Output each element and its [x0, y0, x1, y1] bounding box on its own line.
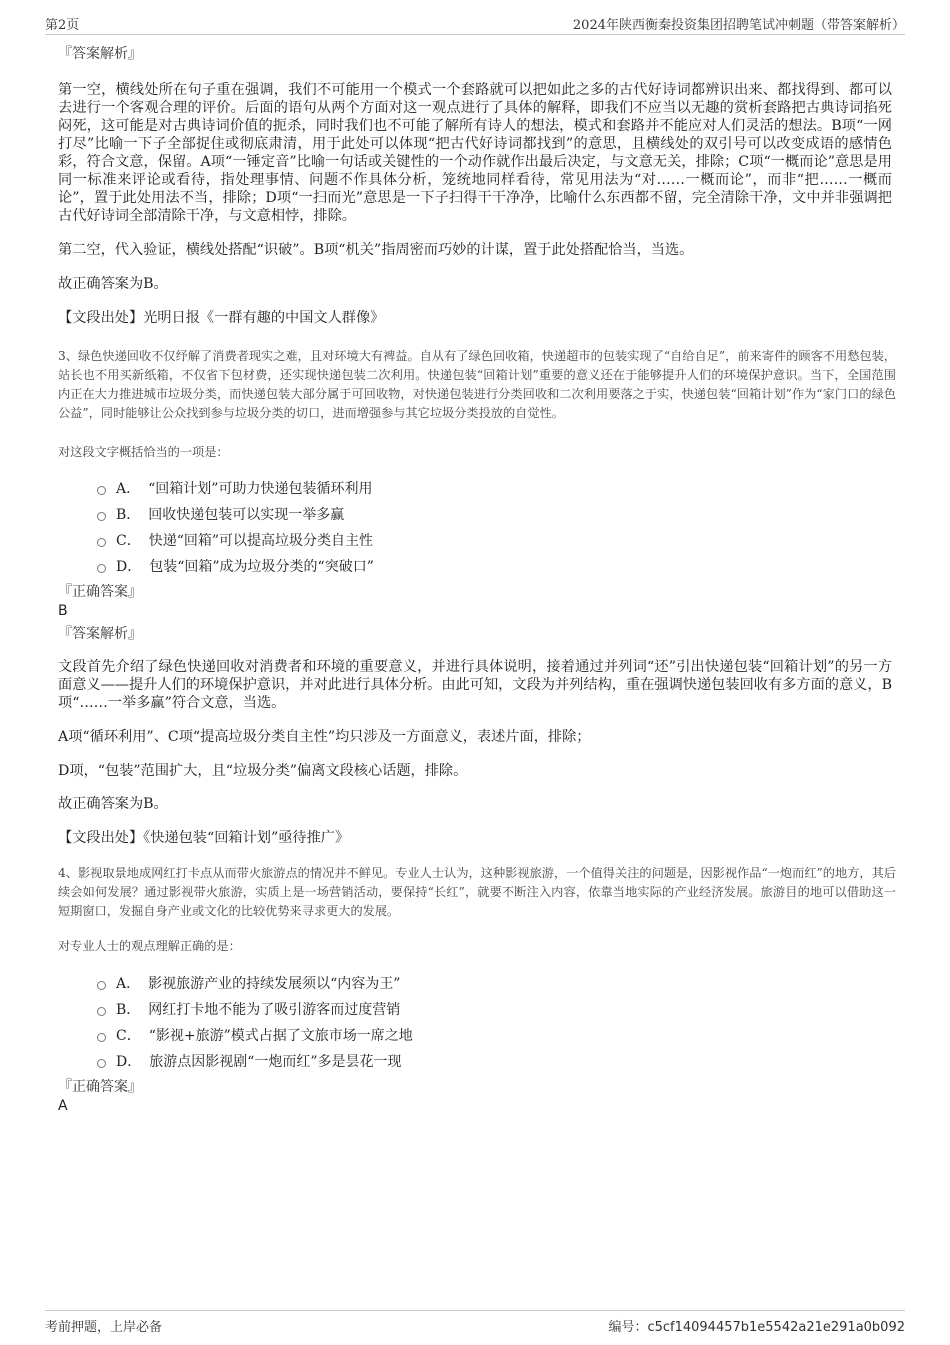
question-3-analysis-paragraph-1: 文段首先介绍了绿色快递回收对消费者和环境的重要意义，并进行具体说明，接着通过并列词“还”引出快递包装“回箱计划”的另一方面意义——提升人们的环境保护意识，并对此进行具体分析。由此可知，文段为并列结构，重在强调快递包装回收有多方面的意义，B项“……一举多赢”符合文意，当选。: [58, 659, 892, 711]
radio-button[interactable]: [97, 564, 106, 573]
footer-slogan: 考前押题，上岸必备: [45, 1320, 163, 1335]
question-3-answer-label: 『正确答案』: [58, 584, 142, 600]
prev-analysis-paragraph-1: 第一空，横线处所在句子重在强调，我们不可能用一个模式一个套路就可以把如此之多的古代好诗词都辨识出来、都找得到、都可以去进行一个客观合理的评价。后面的语句从两个方面对这一观点进行了具体的解释，即我们不应当以无趣的赏析套路把古典诗词掐死闷死，这可能是对古典诗词价值的扼杀，同时我们也不可能了解所有诗人的想法，模式和套路并不能应对人们灵活的想法。B项“一网打尽”比喻一下子全部捉住或彻底肃清，用于此处可以体现“把古代好诗词都找到”的意思，且横线处的双引号可以改变成语的感情色彩，符合文意，保留。A项“一锤定音”比喻一句话或关键性的一个动作就作出最后决定，与文意无关，排除；C项“一概而论”意思是用同一标准来评论或看待，指处理事情、问题不作具体分析，笼统地同样看待，常见用法为“对……一概而论”，而非“把……一概而论”，置于此处用法不当，排除；D项“一扫而光”意思是一下子扫得干干净净，比喻什么东西都不留，完全清除干净，文中并非强调把古代好诗词全部清除干净，与文意相悖，排除。: [58, 82, 892, 224]
option-letter: C．: [116, 1028, 141, 1044]
question-3-text: 3、绿色快递回收不仅纾解了消费者现实之难，且对环境大有裨益。自从有了绿色回收箱，快递超市的包装实现了“自给自足”，前来寄件的顾客不用愁包装，站长也不用买新纸箱，不仅省下包材费，还实现快递包装二次利用。快递包装“回箱计划”重要的意义还在于能够提升人们的环境保护意识。当下，全国范围内正在大力推进城市垃圾分类，而快递包装大部分属于可回收物，对快递包装进行分类回收和二次利用要落之于实，快递包装“回箱计划”作为“家门口的绿色公益”，同时能够让公众找到参与垃圾分类的切口，进而增强参与其它垃圾分类投放的自觉性。: [58, 349, 896, 420]
prev-analysis-label: 『答案解析』: [58, 46, 142, 62]
document-code-label: 编号：: [608, 1320, 648, 1335]
prev-analysis-paragraph-2: 第二空，代入验证，横线处搭配“识破”。B项“机关”指周密而巧妙的计谋，置于此处搭配恰当，当选。: [58, 242, 694, 258]
option-text: “回箱计划”可助力快递包装循环利用: [148, 481, 373, 497]
question-3-option-b[interactable]: [97, 504, 344, 524]
prev-source: 【文段出处】光明日报《一群有趣的中国文人群像》: [58, 310, 385, 326]
radio-button[interactable]: [97, 538, 106, 547]
question-3-prompt: 对这段文字概括恰当的一项是：: [58, 445, 229, 459]
question-3-option-c[interactable]: [97, 530, 373, 550]
radio-button[interactable]: [97, 981, 106, 990]
option-letter: B．: [116, 507, 141, 523]
radio-button[interactable]: [97, 486, 106, 495]
question-3-analysis-paragraph-2: A项“循环利用”、C项“提高垃圾分类自主性”均只涉及一方面意义，表述片面，排除；: [58, 729, 591, 745]
option-text: 回收快递包装可以实现一举多赢: [148, 507, 345, 523]
question-3-answer: B: [58, 603, 68, 619]
option-letter: B．: [116, 1002, 141, 1018]
radio-button[interactable]: [97, 1007, 106, 1016]
question-3-analysis-paragraph-3: D项，“包装”范围扩大，且“垃圾分类”偏离文段核心话题，排除。: [58, 763, 468, 779]
question-4-option-c[interactable]: [97, 1025, 413, 1045]
question-3-option-a[interactable]: [97, 478, 372, 498]
option-text: 影视旅游产业的持续发展须以“内容为王”: [148, 976, 401, 992]
radio-button[interactable]: [97, 512, 106, 521]
question-3-analysis-label: 『答案解析』: [58, 626, 142, 642]
option-text: 网红打卡地不能为了吸引游客而过度营销: [148, 1002, 401, 1018]
question-4-answer: A: [58, 1098, 68, 1114]
question-3-conclusion: 故正确答案为B。: [58, 796, 168, 812]
document-code-value: c5cf14094457b1e5542a21e291a0b092: [647, 1320, 905, 1335]
option-letter: D．: [116, 1054, 142, 1070]
option-letter: A．: [116, 976, 141, 992]
prev-conclusion: 故正确答案为B。: [58, 276, 168, 292]
question-4-text: 4、影视取景地成网红打卡点从而带火旅游点的情况并不鲜见。专业人士认为，这种影视旅游，一个值得关注的问题是，因影视作品“一炮而红”的地方，其后续会如何发展？通过影视带火旅游，实质上是一场营销活动，要保持“长红”，就要不断注入内容，依靠当地实际的产业经济发展。旅游目的地可以借助这一短期窗口，发掘自身产业或文化的比较优势来寻求更大的发展。: [58, 866, 896, 918]
page-header: [45, 14, 905, 35]
option-letter: C．: [116, 533, 141, 549]
document-code: [608, 1316, 905, 1335]
option-letter: A．: [116, 481, 141, 497]
option-letter: D．: [116, 559, 142, 575]
page-number: 第2页: [45, 18, 80, 33]
option-text: 旅游点因影视剧“一炮而红”多是昙花一现: [149, 1054, 402, 1070]
radio-button[interactable]: [97, 1059, 106, 1068]
question-4-option-b[interactable]: [97, 999, 400, 1019]
option-text: 包装“回箱”成为垃圾分类的“突破口”: [149, 559, 374, 575]
question-3-source: 【文段出处】《快递包装“回箱计划”亟待推广》: [58, 830, 350, 846]
page-footer: [45, 1310, 905, 1333]
question-3-option-d[interactable]: [97, 556, 374, 576]
radio-button[interactable]: [97, 1033, 106, 1042]
option-text: 快递“回箱”可以提高垃圾分类自主性: [148, 533, 374, 549]
document-title: 2024年陕西衡秦投资集团招聘笔试冲刺题（带答案解析）: [572, 18, 905, 33]
question-4-prompt: 对专业人士的观点理解正确的是：: [58, 939, 241, 953]
question-4-option-d[interactable]: [97, 1051, 402, 1071]
question-4-answer-label: 『正确答案』: [58, 1079, 142, 1095]
question-4-option-a[interactable]: [97, 973, 400, 993]
option-text: “影视+旅游”模式占据了文旅市场一席之地: [148, 1028, 413, 1044]
